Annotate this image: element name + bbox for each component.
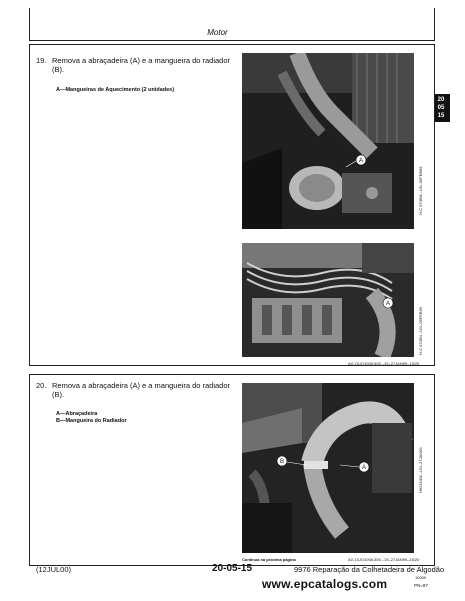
header-underline <box>29 40 435 41</box>
section-tab-line: 05 <box>437 105 445 111</box>
watermark-link[interactable]: www.epcatalogs.com <box>262 577 388 591</box>
step-instruction: Remova a abraçadeira (A) e a mangueira do radiador (B). <box>52 56 231 74</box>
photo-code: H62154W –UN–27JAN99 <box>418 447 423 493</box>
figure-legend-item: A—Mangueiras de Aquecimento (2 unidades) <box>56 87 175 93</box>
procedure-step-19 <box>29 44 435 366</box>
procedure-step-20 <box>29 374 435 566</box>
engine-photo-injection-pump <box>242 243 414 357</box>
engine-photo-radiator-hose <box>242 383 414 553</box>
section-tab-line: 20 <box>437 97 445 103</box>
figure-legend-item: B—Mangueira do Radiador <box>56 418 127 424</box>
section-tab-line: 15 <box>437 113 445 119</box>
figure-reference: AG,OUO1008,505 –19–27JAN99–16/20 <box>348 557 420 562</box>
step-instruction: Remova a abraçadeira (A) e a mangueira do radiador (B). <box>52 381 231 399</box>
manual-title: 9976 Reparação da Colhetadeira de Algodão <box>294 565 445 574</box>
engine-photo-heater-hoses <box>242 53 414 229</box>
revision-date: (12JUL00) <box>36 565 72 574</box>
step-number: 20. <box>36 381 47 390</box>
manual-code: 10000 <box>415 575 427 580</box>
pn-number: PN=87 <box>414 583 428 588</box>
page-header-title: Motor <box>207 28 228 37</box>
figure-reference: AG,OUO1008,505 –19–27JAN99–15/20 <box>348 361 420 366</box>
continued-note: Continua na próxima página <box>242 557 296 562</box>
photo-code: H-C 6749M –UN–09FEB99 <box>418 166 423 215</box>
photo-code: H-C 6749N –UN–09FEB99 <box>418 306 423 355</box>
figure-legend-item: A—Abraçadeira <box>56 411 98 417</box>
photo-callout-label: A <box>385 301 391 307</box>
photo-callout-label: B <box>279 459 285 465</box>
photo-callout-label: A <box>358 158 364 164</box>
photo-callout-label: A <box>361 465 367 471</box>
page-number: 20-05-15 <box>212 563 253 574</box>
step-number: 19. <box>36 56 47 65</box>
